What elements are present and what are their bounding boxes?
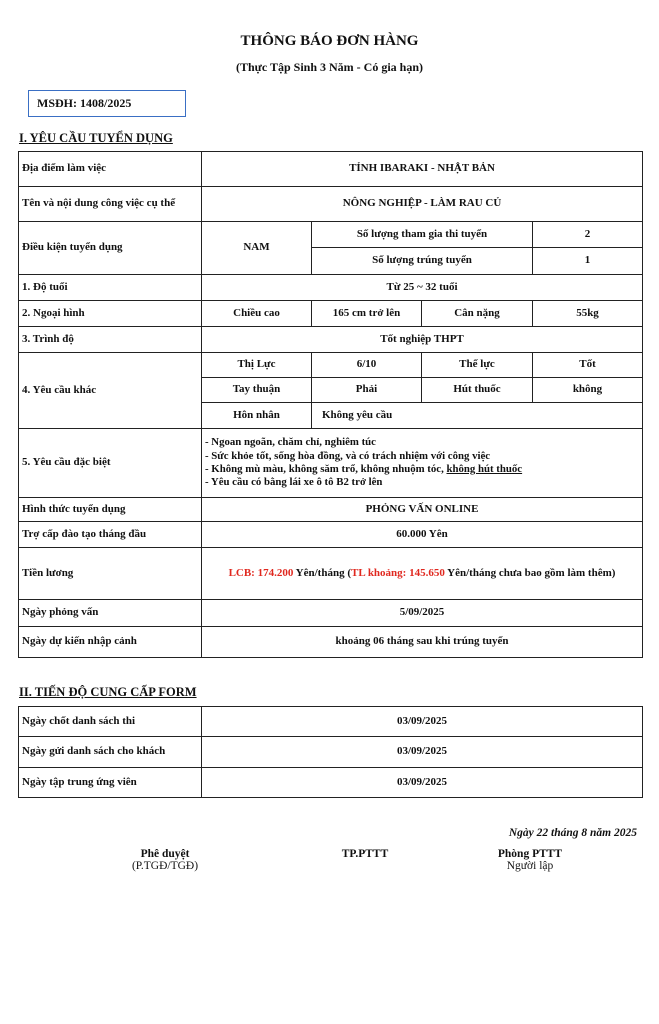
height-label: Chiều cao <box>202 301 312 327</box>
weight-label: Cân nặng <box>422 301 533 327</box>
fitness-label: Thể lực <box>422 353 533 378</box>
location-label: Địa điểm làm việc <box>19 152 202 187</box>
other-requirements-label: 4. Yêu cầu khác <box>19 353 202 429</box>
preparer-title: Phòng PTTT <box>497 848 563 860</box>
approval-block <box>100 848 230 872</box>
condition-label: Điều kiện tuyển dụng <box>19 222 202 275</box>
recruit-form-value: PHỎNG VẤN ONLINE <box>202 498 643 522</box>
job-value: NÔNG NGHIỆP - LÀM RAU CỦ <box>202 187 643 222</box>
signature-date: Ngày 22 tháng 8 năm 2025 <box>508 827 637 839</box>
recruit-form-label: Hình thức tuyển dụng <box>19 498 202 522</box>
exam-count-label: Số lượng tham gia thi tuyển <box>312 222 533 248</box>
age-label: 1. Độ tuổi <box>19 275 202 301</box>
department-head-block <box>305 848 425 860</box>
appearance-label: 2. Ngoại hình <box>19 301 202 327</box>
schedule-date: 03/09/2025 <box>202 707 643 737</box>
table-row <box>19 429 643 498</box>
approval-subtitle: (P.TGĐ/TGĐ) <box>131 860 199 872</box>
section-2-heading: II. TIẾN ĐỘ CUNG CẤP FORM <box>19 685 197 699</box>
table-row <box>19 600 643 627</box>
allowance-value: 60.000 Yên <box>202 522 643 548</box>
allowance-label: Trợ cấp đào tạo tháng đầu <box>19 522 202 548</box>
job-label: Tên và nội dung công việc cụ thể <box>19 187 202 222</box>
special-requirement-item: - Ngoan ngoãn, chăm chỉ, nghiêm túc <box>205 436 376 449</box>
marriage-value: Không yêu cầu <box>312 403 643 429</box>
preparer-block <box>470 848 590 872</box>
weight-value: 55kg <box>533 301 643 327</box>
table-row <box>19 548 643 600</box>
table-row <box>19 737 643 768</box>
schedule-date: 03/09/2025 <box>202 737 643 768</box>
schedule-label: Ngày chốt danh sách thi <box>19 707 202 737</box>
special-requirements-label: 5. Yêu cầu đặc biệt <box>19 429 202 498</box>
height-value: 165 cm trở lên <box>312 301 422 327</box>
interview-date-value: 5/09/2025 <box>202 600 643 627</box>
smoking-label: Hút thuốc <box>422 378 533 403</box>
document-title: THÔNG BÁO ĐƠN HÀNG <box>240 33 419 49</box>
order-code-box: MSĐH: 1408/2025 <box>28 90 186 117</box>
table-row <box>19 627 643 658</box>
table-row <box>19 768 643 798</box>
document-subtitle: (Thực Tập Sinh 3 Năm - Có gia hạn) <box>235 60 424 74</box>
section-1-heading: I. YÊU CẦU TUYỂN DỤNG <box>19 131 173 145</box>
age-value: Từ 25 ~ 32 tuổi <box>202 275 643 301</box>
marriage-label: Hôn nhân <box>202 403 312 429</box>
fitness-value: Tốt <box>533 353 643 378</box>
exam-count-value: 2 <box>533 222 643 248</box>
table-row <box>19 353 643 378</box>
smoking-value: không <box>533 378 643 403</box>
entry-date-value: khoảng 06 tháng sau khi trúng tuyển <box>202 627 643 658</box>
table-row <box>19 498 643 522</box>
location-value: TỈNH IBARAKI - NHẬT BẢN <box>202 152 643 187</box>
salary-value: LCB: 174.200 Yên/tháng (TL khoảng: 145.650 Yên/tháng chưa bao gồm làm thêm) <box>202 548 643 600</box>
table-row <box>19 275 643 301</box>
pass-count-value: 1 <box>533 248 643 275</box>
hand-value: Phải <box>312 378 422 403</box>
special-requirement-item: - Yêu cầu có bằng lái xe ô tô B2 trở lên <box>205 476 383 489</box>
table-row <box>19 522 643 548</box>
recruitment-table <box>18 151 643 658</box>
net-salary: TL khoảng: 145.650 <box>351 566 445 579</box>
hand-label: Tay thuận <box>202 378 312 403</box>
schedule-date: 03/09/2025 <box>202 768 643 798</box>
special-requirements-list <box>202 429 643 498</box>
table-row <box>19 301 643 327</box>
eyesight-value: 6/10 <box>312 353 422 378</box>
education-value: Tốt nghiệp THPT <box>202 327 643 353</box>
approval-title: Phê duyệt <box>140 848 190 860</box>
special-requirement-item: - Không mù màu, không săm trổ, không nhuộm tóc, không hút thuốc <box>205 463 523 475</box>
table-row <box>19 327 643 353</box>
schedule-label: Ngày tập trung ứng viên <box>19 768 202 798</box>
table-row <box>19 222 643 248</box>
pass-count-label: Số lượng trúng tuyển <box>312 248 533 275</box>
interview-date-label: Ngày phỏng vấn <box>19 600 202 627</box>
salary-label: Tiền lương <box>19 548 202 600</box>
basic-salary: LCB: 174.200 <box>228 566 294 579</box>
table-row <box>19 187 643 222</box>
table-row <box>19 152 643 187</box>
entry-date-label: Ngày dự kiến nhập cảnh <box>19 627 202 658</box>
table-row <box>19 707 643 737</box>
form-schedule-table <box>18 706 643 798</box>
eyesight-label: Thị Lực <box>202 353 312 378</box>
education-label: 3. Trình độ <box>19 327 202 353</box>
special-requirement-item: - Sức khỏe tốt, sống hòa đồng, và có trách nhiệm với công việc <box>205 449 491 462</box>
schedule-label: Ngày gửi danh sách cho khách <box>19 737 202 768</box>
no-smoking-emphasis: không hút thuốc <box>446 463 523 475</box>
preparer-subtitle: Người lập <box>506 860 554 872</box>
gender-value: NAM <box>202 222 312 275</box>
department-head-title: TP.PTTT <box>341 848 389 860</box>
